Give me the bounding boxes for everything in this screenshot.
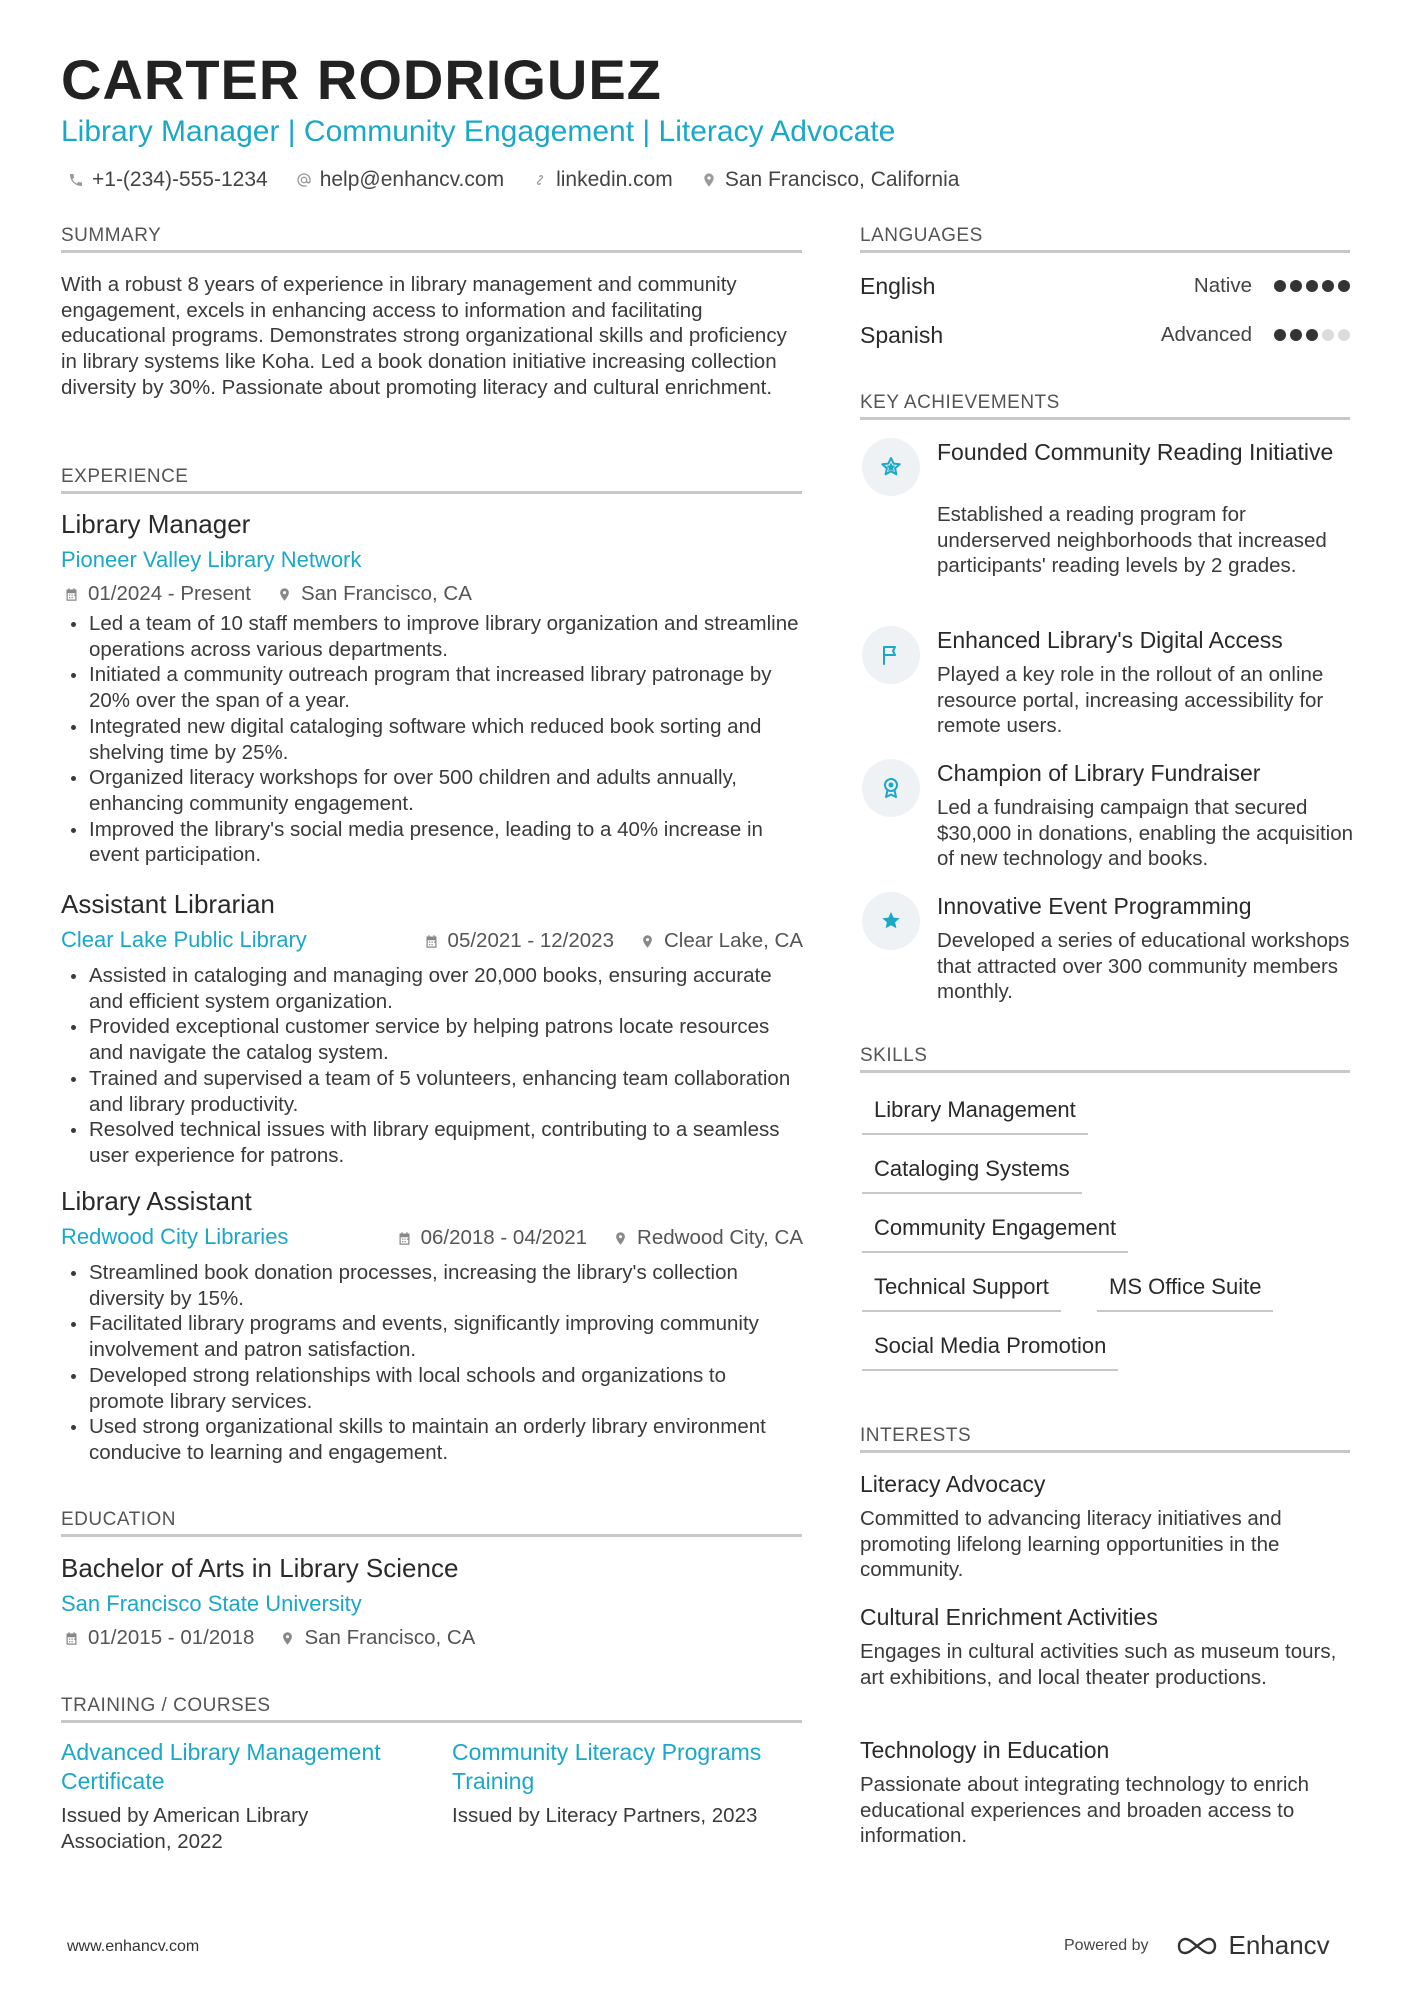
phone-icon [68, 172, 84, 188]
job-dates [424, 928, 614, 954]
bullet-item: Integrated new digital cataloging software which reduced book sorting and shelving time by 25%. [61, 714, 806, 765]
course-issuer: Issued by American Library Association, 2022 [61, 1804, 309, 1853]
summary-heading: SUMMARY [61, 225, 162, 246]
map-pin-icon [613, 1231, 628, 1246]
bullet-item: Initiated a community outreach program that increased library patronage by 20% over the span of a year. [61, 662, 806, 713]
interest-title: Literacy Advocacy [860, 1471, 1046, 1497]
location-text: San Francisco, California [724, 168, 960, 191]
contact-bar [68, 166, 987, 194]
interests-heading: INTERESTS [860, 1425, 972, 1446]
brand-name: Enhancv [1228, 1930, 1330, 1960]
skills-divider [860, 1070, 1350, 1073]
language-name: Spanish [860, 321, 944, 348]
rating-dot-empty [1322, 329, 1334, 341]
job-bullets [61, 1260, 806, 1466]
job-location-text: Clear Lake, CA [663, 929, 803, 952]
bullet-item: Facilitated library programs and events, significantly improving community involvement and patron satisfaction. [61, 1311, 806, 1362]
language-level: Advanced [1160, 323, 1252, 346]
achievements-divider [860, 417, 1350, 420]
bullet-item: Developed strong relationships with local schools and organizations to promote library services. [61, 1363, 806, 1414]
course-issuer: Issued by Literacy Partners, 2023 [452, 1804, 758, 1827]
rating-dot-filled [1306, 329, 1318, 341]
interests-divider [860, 1450, 1350, 1453]
bullet-item: Organized literacy workshops for over 500 children and adults annually, enhancing community engagement. [61, 765, 806, 816]
education-meta [64, 1625, 475, 1651]
achievement-desc: Established a reading program for underserved neighborhoods that increased participants' reading levels by 2 grades. [937, 503, 1327, 578]
skills-heading: SKILLS [860, 1045, 928, 1066]
contact-location [701, 166, 960, 194]
education-location-text: San Francisco, CA [304, 1626, 476, 1649]
achievement-title: Innovative Event Programming [937, 893, 1252, 919]
rating-dot-filled [1306, 280, 1318, 292]
company-name: Clear Lake Public Library [61, 927, 307, 952]
rating-dot-filled [1290, 280, 1302, 292]
skill-tag: Library Management [862, 1096, 1088, 1135]
training-heading: TRAINING / COURSES [61, 1695, 271, 1716]
at-icon [296, 172, 312, 188]
job-meta [424, 928, 803, 954]
rating-dot-filled [1338, 280, 1350, 292]
language-row [860, 319, 1350, 351]
languages-divider [860, 250, 1350, 253]
languages-heading: LANGUAGES [860, 225, 983, 246]
skill-tag: Cataloging Systems [862, 1155, 1082, 1194]
award-icon [879, 776, 903, 800]
summary-divider [61, 250, 802, 253]
job-title: Assistant Librarian [61, 889, 275, 919]
job-meta [64, 581, 472, 607]
interest-title: Technology in Education [860, 1737, 1110, 1763]
candidate-headline: Library Manager | Community Engagement | Literacy Advocate [61, 115, 896, 148]
language-rating [1270, 329, 1350, 341]
job-location [640, 928, 803, 954]
experience-divider [61, 491, 802, 494]
achievement-title: Enhanced Library's Digital Access [937, 627, 1283, 653]
footer-website[interactable]: www.enhancv.com [67, 1938, 200, 1955]
education-divider [61, 1534, 802, 1537]
job-dates-text: 05/2021 - 12/2023 [447, 929, 614, 952]
degree-title: Bachelor of Arts in Library Science [61, 1553, 459, 1583]
job-dates [397, 1225, 587, 1251]
company-name: Pioneer Valley Library Network [61, 547, 362, 572]
bullet-item: Assisted in cataloging and managing over 20,000 books, ensuring accurate and efficient system organization. [61, 963, 806, 1014]
interest-title: Cultural Enrichment Activities [860, 1604, 1158, 1630]
job-dates-text: 01/2024 - Present [88, 582, 251, 605]
job-title: Library Assistant [61, 1186, 252, 1216]
phone-text: +1-(234)-555-1234 [92, 168, 268, 191]
achievement-desc: Played a key role in the rollout of an online resource portal, increasing accessibility for remote users. [937, 663, 1324, 738]
education-location [280, 1625, 475, 1651]
school-name: San Francisco State University [61, 1591, 362, 1616]
achievements-heading: KEY ACHIEVEMENTS [860, 392, 1060, 413]
training-divider [61, 1720, 802, 1723]
language-row [860, 270, 1350, 302]
rating-dot-filled [1274, 329, 1286, 341]
bullet-item: Improved the library's social media presence, leading to a 40% increase in event participation. [61, 817, 806, 868]
enhancv-logo-icon [1175, 1934, 1219, 1958]
candidate-name: CARTER RODRIGUEZ [61, 48, 662, 111]
achievement-icon-badge [862, 626, 920, 684]
education-dates [64, 1625, 254, 1651]
job-dates-text: 06/2018 - 04/2021 [420, 1226, 588, 1249]
language-rating [1270, 280, 1350, 292]
skill-tag: Community Engagement [862, 1214, 1128, 1253]
link-icon [532, 172, 548, 188]
achievement-desc: Developed a series of educational workshops that attracted over 300 community members monthly. [937, 929, 1350, 1004]
job-location [613, 1225, 803, 1251]
map-pin-icon [280, 1631, 295, 1646]
interest-desc: Engages in cultural activities such as museum tours, art exhibitions, and local theater productions. [860, 1640, 1337, 1689]
flag-icon [879, 643, 903, 667]
powered-by-text: Powered by [1064, 1936, 1149, 1954]
bullet-item: Used strong organizational skills to maintain an orderly library environment conducive to learning and engagement. [61, 1414, 806, 1465]
job-title: Library Manager [61, 509, 251, 539]
company-name: Redwood City Libraries [61, 1224, 289, 1249]
calendar-icon [424, 934, 439, 949]
rating-dot-filled [1274, 280, 1286, 292]
calendar-icon [397, 1231, 412, 1246]
job-bullets [61, 611, 806, 868]
achievement-title: Founded Community Reading Initiative [937, 439, 1334, 465]
achievement-icon-badge [862, 759, 920, 817]
bullet-item: Provided exceptional customer service by helping patrons locate resources and navigate the catalog system. [61, 1014, 806, 1065]
summary-text: With a robust 8 years of experience in library management and community engagement, excels in enhancing access to information and facilitating educational programs. Demonstrates strong organizational skills and proficiency in library systems like Koha. Led a book donation initiative increasing collection diversity by 30%. Passionate about promoting literacy and cultural enrichment. [61, 273, 787, 399]
email-text: help@enhancv.com [319, 168, 505, 191]
achievement-icon-badge [862, 892, 920, 950]
map-pin-icon [640, 934, 655, 949]
rating-dot-empty [1338, 329, 1350, 341]
skill-tag: MS Office Suite [1097, 1273, 1273, 1312]
job-location [277, 581, 472, 607]
achievement-icon-badge [862, 438, 920, 496]
job-bullets [61, 963, 806, 1169]
map-pin-icon [701, 172, 717, 188]
bullet-item: Trained and supervised a team of 5 volunteers, enhancing team collaboration and library productivity. [61, 1066, 806, 1117]
bullet-item: Streamlined book donation processes, increasing the library's collection diversity by 15%. [61, 1260, 806, 1311]
bullet-item: Resolved technical issues with library equipment, contributing to a seamless user experience for patrons. [61, 1117, 806, 1168]
contact-email[interactable] [296, 166, 504, 194]
education-heading: EDUCATION [61, 1509, 176, 1530]
star-filled-icon [879, 909, 903, 933]
interest-desc: Passionate about integrating technology to enrich educational experiences and broaden access to information. [860, 1773, 1310, 1848]
star-outline-icon [879, 455, 903, 479]
achievement-desc: Led a fundraising campaign that secured $30,000 in donations, enabling the acquisition of new technology and books. [937, 796, 1354, 871]
skill-tag: Social Media Promotion [862, 1332, 1118, 1371]
job-location-text: San Francisco, CA [300, 582, 472, 605]
rating-dot-filled [1290, 329, 1302, 341]
calendar-icon [64, 1631, 79, 1646]
interest-desc: Committed to advancing literacy initiatives and promoting lifelong learning opportunities in the community. [860, 1507, 1282, 1582]
experience-heading: EXPERIENCE [61, 466, 189, 487]
skill-tag: Technical Support [862, 1273, 1061, 1312]
map-pin-icon [277, 587, 292, 602]
linkedin-text: linkedin.com [556, 168, 673, 191]
language-name: English [860, 272, 936, 299]
course-title: Community Literacy Programs Training [452, 1739, 762, 1794]
rating-dot-filled [1322, 280, 1334, 292]
achievement-title: Champion of Library Fundraiser [937, 760, 1261, 786]
contact-linkedin[interactable] [532, 166, 673, 194]
job-meta [397, 1225, 803, 1251]
calendar-icon [64, 587, 79, 602]
footer-brand [1064, 1930, 1330, 1961]
education-dates-text: 01/2015 - 01/2018 [88, 1626, 255, 1649]
course-title: Advanced Library Management Certificate [61, 1739, 381, 1794]
job-location-text: Redwood City, CA [637, 1226, 803, 1249]
contact-phone [68, 166, 268, 194]
language-level: Native [1193, 274, 1252, 297]
job-dates [64, 581, 251, 607]
bullet-item: Led a team of 10 staff members to improve library organization and streamline operations across various departments. [61, 611, 806, 662]
